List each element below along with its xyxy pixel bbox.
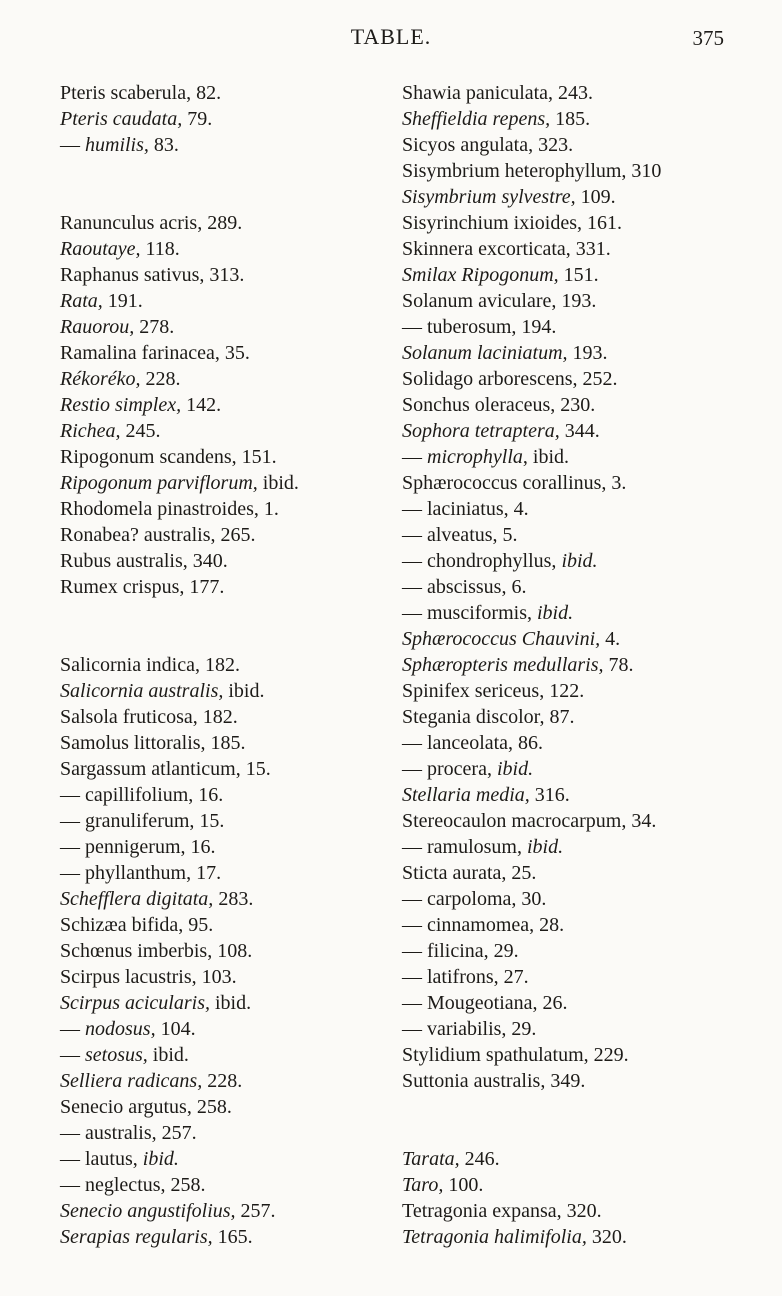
- index-entry-text: — lautus,: [60, 1148, 143, 1170]
- index-entry-text: ibid.: [257, 472, 299, 494]
- index-entry-text: Ramalina farinacea, 35.: [60, 342, 250, 364]
- index-entry-text: — alveatus, 5.: [402, 524, 518, 546]
- index-entry-text: 191.: [102, 290, 143, 312]
- index-entry-text: Senecio angustifolius,: [60, 1200, 236, 1222]
- index-entry: [402, 314, 772, 340]
- index-entry-text: 193.: [567, 342, 608, 364]
- index-entry-text: —: [60, 1044, 85, 1066]
- index-entry: [60, 1016, 395, 1042]
- index-entry-text: Tetragonia expansa, 320.: [402, 1200, 602, 1222]
- index-entry-text: 278.: [134, 316, 175, 338]
- index-entry-text: — ramulosum,: [402, 836, 527, 858]
- index-entry: [60, 964, 395, 990]
- index-entry: [402, 548, 772, 574]
- index-entry-text: , ibid.: [522, 446, 570, 468]
- index-entry: [402, 860, 772, 886]
- index-entry-text: Richea,: [60, 420, 121, 442]
- index-entry-text: Pteris scaberula, 82.: [60, 82, 222, 104]
- index-entry-text: — pennigerum, 16.: [60, 836, 216, 858]
- index-entry: [402, 912, 772, 938]
- index-entry: [60, 392, 395, 418]
- index-entry: [402, 1224, 772, 1250]
- index-entry-text: Salicornia australis,: [60, 680, 224, 702]
- index-entry-text: — variabilis, 29.: [402, 1018, 537, 1040]
- index-entry: [60, 1198, 395, 1224]
- index-entry: [402, 340, 772, 366]
- index-entry: [402, 158, 772, 184]
- index-entry-text: — capillifolium, 16.: [60, 784, 224, 806]
- index-entry: [402, 1172, 772, 1198]
- index-entry: [402, 730, 772, 756]
- index-entry: [60, 132, 395, 158]
- index-entry-text: 104.: [155, 1018, 196, 1040]
- index-entry-text: Schœnus imberbis, 108.: [60, 940, 253, 962]
- index-entry-text: — laciniatus, 4.: [402, 498, 529, 520]
- index-entry-text: ibid.: [223, 680, 265, 702]
- index-entry-text: — tuberosum, 194.: [402, 316, 557, 338]
- index-entry-text: Stegania discolor, 87.: [402, 706, 575, 728]
- index-entry-text: 109.: [575, 186, 616, 208]
- index-entry-text: Sisymbrium sylvestre,: [402, 186, 576, 208]
- index-entry-text: Sphærococcus Chauvini,: [402, 628, 601, 650]
- index-entry: [402, 1068, 772, 1094]
- index-entry-text: Skinnera excorticata, 331.: [402, 238, 611, 260]
- index-entry: [60, 808, 395, 834]
- index-entry-text: Rauorou,: [60, 316, 135, 338]
- index-entry-text: ibid.: [142, 1148, 179, 1170]
- index-entry-text: ibid.: [210, 992, 252, 1014]
- index-entry: [402, 782, 772, 808]
- index-entry-text: Taro,: [402, 1174, 444, 1196]
- index-entry-text: Sheffieldia repens,: [402, 108, 551, 130]
- index-entry-text: 257.: [235, 1200, 276, 1222]
- index-entry: [60, 366, 395, 392]
- index-entry-text: 165.: [212, 1226, 253, 1248]
- index-entry: [402, 496, 772, 522]
- index-entry-text: Serapias regularis,: [60, 1226, 213, 1248]
- index-entry: [402, 886, 772, 912]
- index-entry-text: Stylidium spathulatum, 229.: [402, 1044, 629, 1066]
- index-entry-text: Sticta aurata, 25.: [402, 862, 537, 884]
- index-entry-text: — phyllanthum, 17.: [60, 862, 222, 884]
- index-entry-text: Sisymbrium heterophyllum, 310: [402, 160, 662, 182]
- index-entry-text: 228.: [202, 1070, 243, 1092]
- index-entry: [402, 392, 772, 418]
- index-entry-text: Sphærococcus corallinus, 3.: [402, 472, 627, 494]
- index-entry: [60, 340, 395, 366]
- index-entry: [60, 80, 395, 106]
- index-entry-text: setosus,: [85, 1044, 148, 1066]
- index-entry-text: — musciformis,: [402, 602, 537, 624]
- index-entry-text: Sophora tetraptera,: [402, 420, 560, 442]
- index-entry-text: Smilax Ripogonum,: [402, 264, 559, 286]
- index-entry: [402, 106, 772, 132]
- index-entry: [60, 886, 395, 912]
- index-entry: [402, 756, 772, 782]
- index-entry: [402, 444, 772, 470]
- index-entry: [60, 1068, 395, 1094]
- index-entry: [60, 1120, 395, 1146]
- section-gap: [60, 158, 395, 210]
- index-entry: [60, 444, 395, 470]
- index-entry-text: nodosus,: [85, 1018, 156, 1040]
- index-entry: [402, 210, 772, 236]
- index-entry-text: Schefflera digitata,: [60, 888, 214, 910]
- index-entry: [60, 912, 395, 938]
- index-entry-text: Solanum laciniatum,: [402, 342, 568, 364]
- index-entry-text: Ranunculus acris, 289.: [60, 212, 243, 234]
- index-entry: [60, 782, 395, 808]
- index-column-right: [402, 80, 772, 1250]
- index-entry: [402, 678, 772, 704]
- index-entry-text: —: [60, 134, 85, 156]
- index-entry-text: ibid.: [496, 758, 534, 780]
- index-entry: [402, 964, 772, 990]
- index-entry: [60, 418, 395, 444]
- index-entry-text: — chondrophyllus,: [402, 550, 562, 572]
- index-entry: [60, 652, 395, 678]
- index-entry-text: 316.: [529, 784, 570, 806]
- index-entry-text: — cinnamomea, 28.: [402, 914, 565, 936]
- index-entry: [60, 834, 395, 860]
- index-entry: [60, 522, 395, 548]
- index-entry-text: Rumex crispus, 177.: [60, 576, 225, 598]
- index-entry: [402, 990, 772, 1016]
- index-entry-text: Solanum aviculare, 193.: [402, 290, 597, 312]
- index-entry-text: Samolus littoralis, 185.: [60, 732, 246, 754]
- index-entry: [60, 262, 395, 288]
- index-entry-text: — lanceolata, 86.: [402, 732, 544, 754]
- index-entry-text: —: [60, 1018, 85, 1040]
- index-entry: [60, 470, 395, 496]
- page-number: 375: [692, 26, 724, 50]
- index-entry-text: — latifrons, 27.: [402, 966, 529, 988]
- index-entry: [60, 496, 395, 522]
- index-entry-text: ibid.: [537, 602, 574, 624]
- index-entry-text: 283.: [213, 888, 254, 910]
- index-entry-text: — Mougeotiana, 26.: [402, 992, 568, 1014]
- index-entry-text: 320.: [586, 1226, 627, 1248]
- index-entry-text: microphylla: [427, 446, 523, 468]
- index-entry-text: Spinifex sericeus, 122.: [402, 680, 585, 702]
- index-entry-text: 83.: [148, 134, 179, 156]
- index-entry-text: 79.: [182, 108, 213, 130]
- index-entry-text: 151.: [558, 264, 599, 286]
- index-entry-text: Salicornia indica, 182.: [60, 654, 240, 676]
- index-entry: [60, 704, 395, 730]
- index-column-left: [60, 80, 395, 1250]
- index-entry-text: Ronabea? australis, 265.: [60, 524, 256, 546]
- index-entry: [60, 210, 395, 236]
- index-entry-text: — abscissus, 6.: [402, 576, 527, 598]
- index-entry-text: 228.: [140, 368, 181, 390]
- index-entry-text: Shawia paniculata, 243.: [402, 82, 594, 104]
- index-entry: [60, 1146, 395, 1172]
- index-entry: [402, 938, 772, 964]
- index-entry: [60, 938, 395, 964]
- page-title: TABLE.: [350, 24, 432, 49]
- index-entry: [60, 106, 395, 132]
- index-entry-text: Ripogonum parviflorum,: [60, 472, 258, 494]
- index-entry: [402, 1016, 772, 1042]
- index-entry: [402, 366, 772, 392]
- index-entry-text: Raoutaye,: [60, 238, 141, 260]
- index-entry-text: Schizæa bifida, 95.: [60, 914, 214, 936]
- index-entry-text: — procera,: [402, 758, 497, 780]
- index-entry-text: 245.: [120, 420, 161, 442]
- index-entry: [402, 262, 772, 288]
- index-entry-text: — carpoloma, 30.: [402, 888, 547, 910]
- index-entry-text: — neglectus, 258.: [60, 1174, 206, 1196]
- index-entry: [402, 1198, 772, 1224]
- index-entry-text: 4.: [600, 628, 621, 650]
- index-entry: [402, 80, 772, 106]
- index-entry-text: Tetragonia halimifolia,: [402, 1226, 587, 1248]
- index-entry-text: — granuliferum, 15.: [60, 810, 225, 832]
- index-entry: [402, 470, 772, 496]
- index-entry-text: Sphæropteris medullaris,: [402, 654, 604, 676]
- section-gap: [402, 1094, 772, 1146]
- index-entry-text: —: [402, 446, 427, 468]
- index-entry-text: — filicina, 29.: [402, 940, 519, 962]
- index-entry: [60, 990, 395, 1016]
- index-entry: [60, 288, 395, 314]
- index-entry: [60, 574, 395, 600]
- index-entry: [402, 132, 772, 158]
- index-entry-text: humilis,: [85, 134, 149, 156]
- index-entry: [402, 626, 772, 652]
- index-entry: [60, 1042, 395, 1068]
- index-entry-text: ibid.: [561, 550, 598, 572]
- index-entry: [60, 756, 395, 782]
- index-entry: [402, 418, 772, 444]
- index-entry: [402, 652, 772, 678]
- index-entry-text: Rata,: [60, 290, 103, 312]
- index-entry: [60, 1172, 395, 1198]
- index-entry-text: 100.: [443, 1174, 484, 1196]
- index-entry: [402, 834, 772, 860]
- index-entry: [402, 522, 772, 548]
- index-entry-text: 118.: [140, 238, 180, 260]
- index-entry: [402, 236, 772, 262]
- index-entry-text: Sonchus oleraceus, 230.: [402, 394, 596, 416]
- index-entry-text: 142.: [181, 394, 222, 416]
- index-entry-text: Solidago arborescens, 252.: [402, 368, 618, 390]
- index-entry-text: Restio simplex,: [60, 394, 182, 416]
- index-entry: [60, 1094, 395, 1120]
- index-entry-text: Scirpus lacustris, 103.: [60, 966, 237, 988]
- section-gap: [60, 600, 395, 652]
- index-entry-text: Rubus australis, 340.: [60, 550, 228, 572]
- index-entry: [60, 236, 395, 262]
- index-entry: [60, 1224, 395, 1250]
- index-entry: [402, 704, 772, 730]
- index-entry-text: Sargassum atlanticum, 15.: [60, 758, 271, 780]
- index-entry: [402, 808, 772, 834]
- index-entry: [60, 548, 395, 574]
- index-entry-text: Scirpus acicularis,: [60, 992, 210, 1014]
- index-entry-text: Suttonia australis, 349.: [402, 1070, 586, 1092]
- index-entry-text: Senecio argutus, 258.: [60, 1096, 232, 1118]
- index-entry-text: Tarata,: [402, 1148, 460, 1170]
- index-entry-text: 78.: [603, 654, 634, 676]
- index-entry-text: Pteris caudata,: [60, 108, 183, 130]
- index-entry: [402, 1042, 772, 1068]
- index-entry-text: Rékoréko,: [60, 368, 141, 390]
- index-entry: [402, 600, 772, 626]
- index-entry-text: 344.: [559, 420, 600, 442]
- index-entry-text: Rhodomela pinastroides, 1.: [60, 498, 279, 520]
- index-entry: [402, 574, 772, 600]
- index-entry-text: Stereocaulon macrocarpum, 34.: [402, 810, 657, 832]
- index-entry-text: ibid.: [527, 836, 564, 858]
- index-entry: [402, 184, 772, 210]
- index-entry: [60, 678, 395, 704]
- index-entry-text: — australis, 257.: [60, 1122, 197, 1144]
- index-entry: [402, 1146, 772, 1172]
- index-entry: [60, 314, 395, 340]
- index-entry: [60, 860, 395, 886]
- index-entry-text: 246.: [459, 1148, 500, 1170]
- index-entry-text: Selliera radicans,: [60, 1070, 203, 1092]
- index-entry-text: Ripogonum scandens, 151.: [60, 446, 277, 468]
- index-entry: [402, 288, 772, 314]
- index-entry-text: ibid.: [147, 1044, 189, 1066]
- index-entry-text: 185.: [550, 108, 591, 130]
- index-entry-text: Raphanus sativus, 313.: [60, 264, 245, 286]
- index-entry: [60, 730, 395, 756]
- index-entry-text: Salsola fruticosa, 182.: [60, 706, 238, 728]
- index-entry-text: Sicyos angulata, 323.: [402, 134, 574, 156]
- index-entry-text: Sisyrinchium ixioides, 161.: [402, 212, 622, 234]
- index-entry-text: Stellaria media,: [402, 784, 530, 806]
